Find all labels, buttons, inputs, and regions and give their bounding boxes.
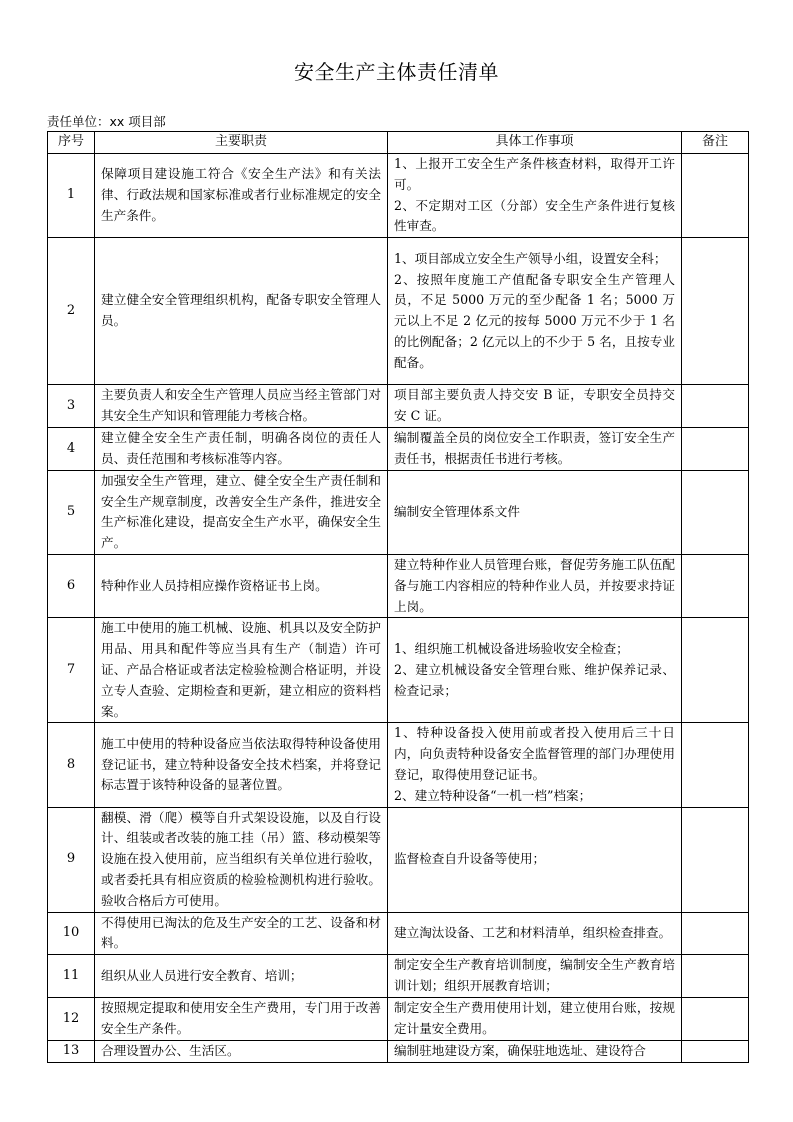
row-duty: 施工中使用的特种设备应当依法取得特种设备使用登记证书，建立特种设备安全技术档案，并将登记标志置于该特种设备的显著位置。 [95,723,388,807]
task-item: 编制安全管理体系文件 [394,503,520,519]
table-row [48,998,749,1041]
row-note [682,723,749,807]
row-note [682,554,749,617]
table-row [48,1040,749,1062]
row-duty: 翻模、滑（爬）模等自升式架设设施，以及自行设计、组装或者改装的施工挂（吊）篮、移动模架等设施在投入使用前，应当组织有关单位进行验收，或者委托具有相应资质的检验检测机构进行验收。验收合格后方可使用。 [95,807,388,912]
row-task [388,955,682,998]
task-item: 制定安全生产教育培训制度，编制安全生产教育培训计划；组织开展教育培训； [394,957,675,994]
task-item: 2、建立机械设备安全管理台账、维护保养记录、检查记录； [394,661,675,698]
table-row [48,955,749,998]
row-task [388,385,682,428]
task-item: 项目部主要负责人持交安 B 证，专职安全员持交安 C 证。 [394,387,675,424]
row-note [682,154,749,238]
table-row [48,385,749,428]
row-duty: 不得使用已淘汰的危及生产安全的工艺、设备和材料。 [95,912,388,955]
header-duty: 主要职责 [95,132,388,154]
row-index: 9 [48,807,95,912]
task-item: 1、上报开工安全生产条件核查材料，取得开工许可。 [394,156,675,192]
responsibility-table [47,131,749,1063]
row-note [682,385,749,428]
table-row [48,470,749,554]
row-index: 1 [48,154,95,238]
header-note: 备注 [682,132,749,154]
table-row [48,723,749,807]
table-row [48,428,749,471]
row-task [388,470,682,554]
table-row [48,554,749,617]
row-duty: 特种作业人员持相应操作资格证书上岗。 [95,554,388,617]
table-row [48,807,749,912]
row-note [682,807,749,912]
task-item: 1、组织施工机械设备进场验收安全检查； [394,641,629,657]
table-row [48,154,749,238]
task-item: 监督检查自升设备等使用； [394,851,546,867]
row-index: 10 [48,912,95,955]
row-task [388,618,682,723]
task-item: 建立特种作业人员管理台账，督促劳务施工队伍配备与施工内容相应的特种作业人员，并按要求持证上岗。 [394,556,675,614]
row-task [388,154,682,238]
row-index: 7 [48,618,95,723]
row-index: 4 [48,428,95,471]
table-row [48,618,749,723]
row-duty: 施工中使用的施工机械、设施、机具以及安全防护用品、用具和配件等应当具有生产（制造）许可证、产品合格证或者法定检验检测合格证明，并设立专人查验、定期检查和更新，建立相应的资料档案。 [95,618,388,723]
row-note [682,470,749,554]
row-note [682,238,749,385]
task-item: 1、特种设备投入使用前或者投入使用后三十日内，向负责特种设备安全监督管理的部门办理使用登记，取得使用登记证书。 [394,725,675,782]
row-task [388,428,682,471]
row-note [682,1040,749,1062]
table-row [48,912,749,955]
row-index: 6 [48,554,95,617]
row-note [682,998,749,1041]
row-duty: 建立健全安全生产责任制，明确各岗位的责任人员、责任范围和考核标准等内容。 [95,428,388,471]
row-index: 11 [48,955,95,998]
task-item: 编制驻地建设方案，确保驻地选址、建设符合 [394,1042,646,1058]
row-duty: 建立健全安全管理组织机构，配备专职安全管理人员。 [95,238,388,385]
row-task [388,554,682,617]
row-duty: 保障项目建设施工符合《安全生产法》和有关法律、行政法规和国家标准或者行业标准规定的安全生产条件。 [95,154,388,238]
row-task [388,1040,682,1062]
row-duty: 按照规定提取和使用安全生产费用，专门用于改善安全生产条件。 [95,998,388,1041]
row-task [388,238,682,385]
header-task: 具体工作事项 [388,132,682,154]
row-duty: 加强安全生产管理，建立、健全安全生产责任制和安全生产规章制度，改善安全生产条件，推进安全生产标准化建设，提高安全生产水平，确保安全生产。 [95,470,388,554]
task-item: 1、项目部成立安全生产领导小组，设置安全科； [394,250,667,266]
row-index: 8 [48,723,95,807]
row-duty: 主要负责人和安全生产管理人员应当经主管部门对其安全生产知识和管理能力考核合格。 [95,385,388,428]
row-task [388,807,682,912]
task-item: 2、建立特种设备“一机一档”档案； [394,787,592,803]
document-title: 安全生产主体责任清单 [294,60,499,84]
task-item: 2、不定期对工区（分部）安全生产条件进行复核性审查。 [394,197,675,234]
row-duty: 合理设置办公、生活区。 [95,1040,388,1062]
row-note [682,428,749,471]
task-item: 编制覆盖全员的岗位安全工作职责，签订安全生产责任书，根据责任书进行考核。 [394,430,675,466]
row-note [682,912,749,955]
row-index: 12 [48,998,95,1041]
task-item: 制定安全生产费用使用计划，建立使用台账，按规定计量安全费用。 [394,1000,675,1036]
row-index: 2 [48,238,95,385]
task-item: 2、按照年度施工产值配备专职安全生产管理人员，不足 5000 万元的至少配备 1 名；5000 万元以上不足 2 亿元的按每 5000 万元不少于 1 名的比例配备；2 亿元以上的不少于 5 名，且按专业配备。 [394,271,675,370]
row-task [388,912,682,955]
responsible-unit-label: 责任单位：xx 项目部 [47,114,166,129]
task-item: 建立淘汰设备、工艺和材料清单，组织检查排查。 [394,924,672,940]
row-task [388,723,682,807]
header-index: 序号 [48,132,95,154]
row-index: 13 [48,1040,95,1062]
row-note [682,955,749,998]
table-header-row [48,132,749,154]
table-row [48,238,749,385]
row-note [682,618,749,723]
table-body [48,154,749,1063]
row-task [388,998,682,1041]
row-index: 3 [48,385,95,428]
row-duty: 组织从业人员进行安全教育、培训； [95,955,388,998]
row-index: 5 [48,470,95,554]
